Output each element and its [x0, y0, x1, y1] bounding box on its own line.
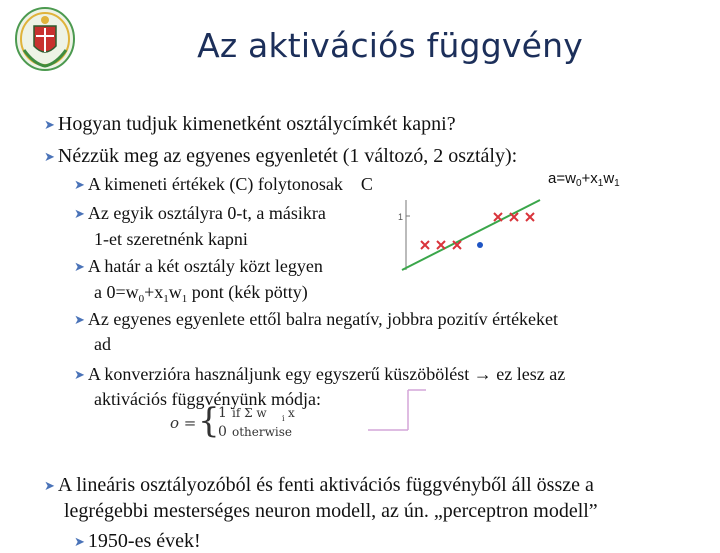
subscript: 1	[181, 293, 188, 305]
brace: {	[198, 401, 220, 441]
sub-bullet-threshold-cont: aktivációs függvényünk módja:	[94, 389, 321, 409]
decision-line	[402, 200, 540, 270]
subscript: 1	[163, 293, 169, 305]
bullet-arrow-icon: ➤	[44, 117, 55, 132]
bullet-text: A kimeneti értékek (C) folytonosak	[87, 174, 343, 194]
bullet-text: A lineáris osztályozóból és fenti aktivációs függvényből áll össze a	[57, 474, 594, 496]
boundary-dot	[477, 242, 483, 248]
case-one-value: 1	[218, 405, 227, 421]
case-zero-condition: otherwise	[232, 425, 292, 439]
bullet-arrow-icon: ➤	[44, 149, 55, 164]
bullet-text: Nézzük meg az egyenes egyenletét (1 változó, 2 osztály):	[57, 145, 518, 167]
bullet-question	[44, 113, 456, 136]
sub-bullet-boundary	[74, 256, 323, 277]
subscript: 1	[597, 178, 604, 189]
bullet-arrow-icon: ➤	[74, 206, 85, 221]
subscript: i	[282, 414, 285, 423]
sub-bullet-sign-cont: ad	[94, 334, 111, 354]
sub-bullet-threshold	[74, 364, 565, 385]
text-part: a 0=w	[94, 282, 139, 302]
bullet-line-equation	[44, 145, 517, 168]
bullet-arrow-icon: ➤	[74, 534, 85, 549]
case-one-x: x	[288, 406, 295, 420]
formula-part: +x	[581, 170, 598, 187]
sub-bullet-boundary-cont	[94, 282, 308, 303]
text-part: pont (kék pötty)	[187, 282, 308, 302]
plot-tick-label: 1	[398, 212, 404, 222]
cross-mark	[494, 213, 502, 221]
bullet-text: Hogyan tudjuk kimenetként osztálycímkét kapni?	[57, 113, 456, 135]
sub-bullet-1950s	[74, 530, 201, 553]
bullet-text: 1950-es évek!	[87, 530, 201, 552]
bullet-arrow-icon: ➤	[74, 259, 85, 274]
bullet-text: A határ a két osztály közt legyen	[87, 256, 323, 276]
arrow-glyph: →	[473, 364, 492, 384]
cross-mark	[437, 241, 445, 249]
text-part: w	[168, 282, 182, 302]
bullet-text: Az egyenes egyenlete ettől balra negatív, jobbra pozitív értékeket	[87, 309, 559, 329]
case-one-condition: if Σ w	[232, 406, 267, 420]
classification-plot	[388, 195, 548, 273]
bullet-perceptron	[44, 474, 594, 497]
activation-formula	[548, 170, 620, 187]
bullet-text: ez lesz az	[491, 364, 566, 384]
sub-bullet-continuous	[74, 174, 373, 195]
bullet-arrow-icon: ➤	[74, 177, 85, 192]
bullet-arrow-icon: ➤	[74, 367, 85, 382]
slide-title: Az aktivációs függvény	[197, 26, 583, 65]
cross-mark	[526, 213, 534, 221]
subscript: 1	[614, 178, 620, 189]
bullet-arrow-icon: ➤	[74, 312, 85, 327]
output-symbol: o =	[170, 414, 197, 432]
bullet-text: A konverzióra használjunk egy egyszerű küszöbölést	[87, 364, 474, 384]
sub-bullet-sign	[74, 309, 558, 330]
sub-bullet-classes-cont: 1-et szeretnénk kapni	[94, 229, 248, 249]
formula-part: w	[603, 170, 615, 187]
subscript: 0	[138, 293, 145, 305]
c-label: C	[360, 174, 373, 194]
bullet-perceptron-cont: legrégebbi mesterséges neuron modell, az ún. „perceptron modell”	[64, 500, 598, 522]
text-part: +x	[144, 282, 164, 302]
bullet-arrow-icon: ➤	[44, 478, 55, 493]
case-zero-value: 0	[218, 424, 227, 440]
step-function-formula	[160, 390, 340, 446]
formula-part: a=w	[548, 170, 576, 187]
bullet-text: Az egyik osztályra 0-t, a másikra	[87, 203, 326, 223]
university-logo	[14, 6, 76, 72]
sub-bullet-classes	[74, 203, 326, 224]
subscript: 0	[575, 178, 582, 189]
step-function-plot	[362, 378, 432, 442]
cross-mark	[421, 241, 429, 249]
